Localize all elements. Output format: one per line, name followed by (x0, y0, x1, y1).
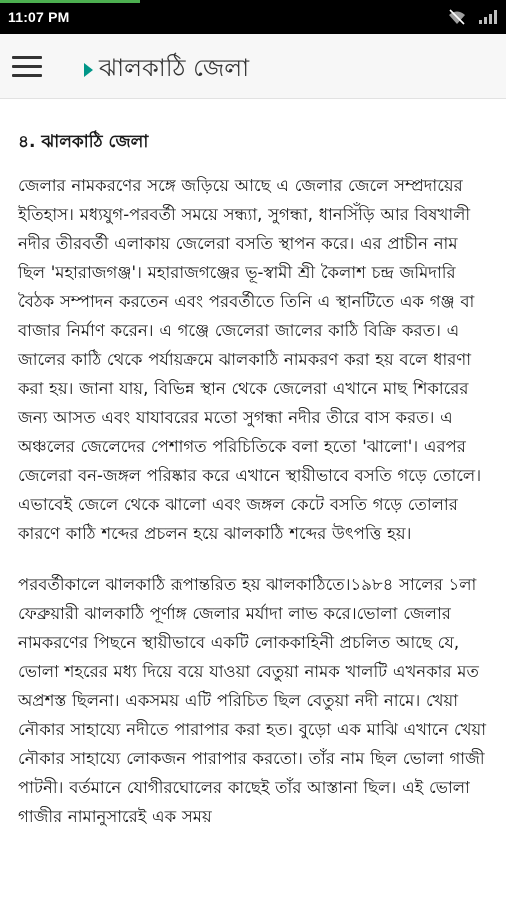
play-arrow-icon (84, 63, 93, 77)
loading-progress-bar (0, 0, 140, 3)
menu-line (12, 56, 42, 59)
hamburger-menu-icon[interactable] (12, 49, 46, 83)
page-title: ঝালকাঠি জেলা (99, 54, 250, 82)
article-heading: ৪. ঝালকাঠি জেলা (18, 132, 149, 152)
status-bar (0, 0, 506, 34)
status-time: 11:07 PM (8, 9, 70, 25)
wifi-off-icon (448, 9, 466, 29)
title-wrap (84, 50, 249, 90)
article-content[interactable] (0, 99, 506, 900)
menu-line (12, 74, 42, 77)
signal-icon (478, 9, 498, 29)
status-icons (448, 9, 498, 29)
menu-line (12, 65, 42, 68)
app-bar (0, 34, 506, 99)
article-paragraph: পরবর্তীকালে ঝালকাঠি রূপান্তরিত হয় ঝালকাঠিতে।১৯৮৪ সালের ১লা ফেব্রুয়ারী ঝালকাঠি পূর্ণাঙ্গ জেলার মর্যাদা লাভ করে।ভোলা জেলার নামকরণের পিছনে স্থায়ীভাবে একটি লোককাহিনী প্রচলিত আছে যে, ভোলা শহরের মধ্য দিয়ে বয়ে যাওয়া বেতুয়া নামক খালটি এখনকার মত অপ্রশস্ত ছিলনা। একসময় এটি পরিচিত ছিল বেতুয়া নদী নামে। খেয়া নৌকার সাহায্যে নদীতে পারাপার করা হত। বুড়ো এক মাঝি এখানে খেয়া নৌকার সাহায্যে লোকজন পারাপার করতো। তাঁর নাম ছিল ভোলা গাজী পাটনী। বর্তমানে যোগীরঘোলের কাছেই তাঁর আস্তানা ছিল। এই ভোলা গাজীর নামানুসারেই এক সময় (18, 575, 486, 826)
article-paragraph: জেলার নামকরণের সঙ্গে জড়িয়ে আছে এ জেলার জেলে সম্প্রদায়ের ইতিহাস। মধ্যযুগ-পরবর্তী সময়ে সন্ধ্যা, সুগন্ধা, ধানসিঁড়ি আর বিষখালী নদীর তীরবর্তী এলাকায় জেলেরা বসতি স্থাপন করে। এর প্রাচীন নাম ছিল 'মহারাজগঞ্জ'। মহারাজগঞ্জের ভূ-স্বামী শ্রী কৈলাশ চন্দ্র জমিদারি বৈঠক সম্পাদন করতেন এবং পরবর্তীতে তিনি এ স্থানটিতে এক গঞ্জ বা বাজার নির্মাণ করেন। এ গঞ্জে জেলেরা জালের কাঠি বিক্রি করত। এ জালের কাঠি থেকে পর্যায়ক্রমে ঝালকাঠি নামকরণ করা হয় বলে ধারণা করা হয়। জানা যায়, বিভিন্ন স্থান থেকে জেলেরা এখানে মাছ শিকারের জন্য আসত এবং যাযাবরের মতো সুগন্ধা নদীর তীরে বাস করত। এ অঞ্চলের জেলেদের পেশাগত পরিচিতিকে বলা হতো 'ঝালো'। এরপর জেলেরা বন-জঙ্গল পরিষ্কার করে এখানে স্থায়ীভাবে বসতি গড়ে তোলে। এভাবেই জেলে থেকে ঝালো এবং জঙ্গল কেটে বসতি গড়ে তোলার কারণে কাঠি শব্দের প্রচলন হয়ে ঝালকাঠি শব্দের উৎপত্তি হয়। (18, 176, 482, 543)
